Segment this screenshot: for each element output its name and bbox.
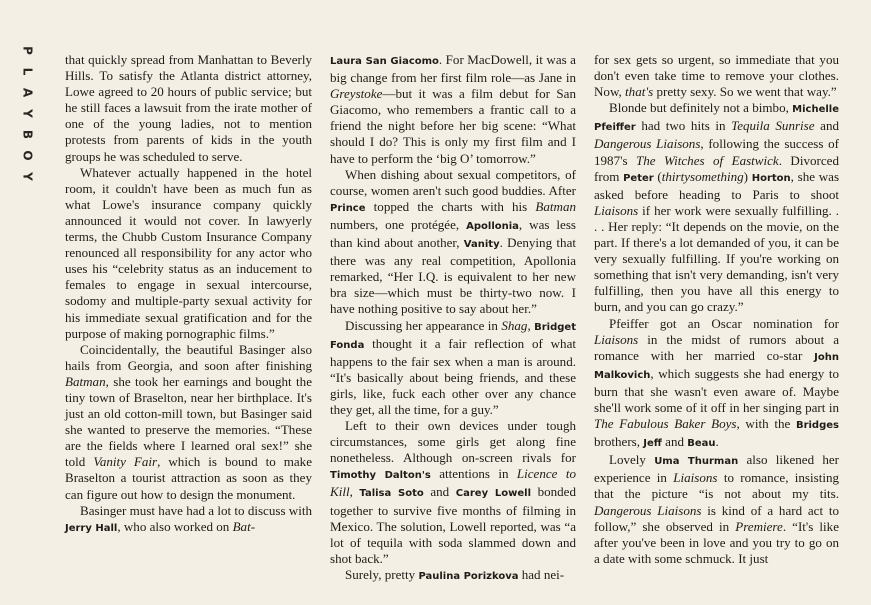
italic-title: Bat- <box>232 518 256 534</box>
text-run: numbers, one protégée, <box>330 216 467 232</box>
person-name: Carey Lowell <box>455 488 532 500</box>
text-run: Surely, pretty <box>345 566 419 582</box>
person-name: Horton <box>751 172 791 184</box>
text-run: and <box>423 484 456 500</box>
magazine-letter: L <box>20 67 35 76</box>
text-run: , which is bound to make Braselton a tourist attraction as soon as they can figure out how to design the monument. <box>65 454 312 502</box>
paragraph <box>330 318 576 419</box>
paragraph <box>65 503 312 537</box>
magazine-name-vertical <box>18 40 36 187</box>
text-run: , following the success of 1987's <box>594 136 839 168</box>
person-name: Timothy Dalton's <box>330 470 431 482</box>
person-name: Uma Thurman <box>654 456 739 468</box>
italic-title: Shag <box>501 317 528 333</box>
italic-title: Tequila Sunrise <box>731 118 815 134</box>
person-name: Laura San Giacomo <box>330 56 439 67</box>
text-run: When dishing about sexual competitors, of course, women aren't such good buddies. After <box>330 166 576 198</box>
paragraph <box>65 342 312 503</box>
text-run: . Denying that there was any real competition, Apollonia remarked, “Her I.Q. is equivalent to her new bra size—which must be thirty-two now. I have nothing positive to say about her.” <box>330 235 576 317</box>
text-run: for sex gets so urgent, so immediate that you don't even take time to remove your clothes. Now, <box>594 52 839 100</box>
paragraph <box>330 167 576 318</box>
magazine-letter: O <box>20 150 35 161</box>
italic-title: Greystoke <box>330 86 383 102</box>
text-column-2 <box>330 52 576 585</box>
text-run: . Divorced from <box>594 152 839 184</box>
italic-title: Batman <box>65 373 106 389</box>
paragraph <box>330 418 576 567</box>
text-run: if her work were sexually fulfilling. . . . Her reply: “It depends on the movie, on the part. If there's a lot demanded of you, it can be very sexually fulfilling. If you're working on something that isn't very demanding, isn't very fulfilling, then you have all this energy to burn, and you can go crazy.” <box>594 202 839 315</box>
text-run: , she took her earnings and bought the tiny town of Braselton, near her birthplace. It's just an old cotton-mill town, but Basinger said she wanted to preserve the memories. “These are the fields where I learned oral sex!” she told <box>65 373 312 470</box>
person-name: Bridget Fonda <box>330 321 576 351</box>
text-run: to romance, insisting that the picture “is not about my tits. <box>594 470 839 502</box>
person-name: Paulina Porizkova <box>418 570 519 582</box>
text-run: had two hits in <box>635 118 732 134</box>
text-run: Pfeiffer got an Oscar nomination for <box>609 315 839 331</box>
italic-title: The Fabulous Baker Boys <box>594 416 737 432</box>
text-run: , who also worked on <box>117 518 233 534</box>
italic-title: Batman <box>535 198 576 214</box>
text-run: ) <box>743 168 752 184</box>
person-name: John Malkovich <box>594 351 839 381</box>
person-name: Peter <box>623 172 654 184</box>
text-run: , <box>527 317 535 333</box>
paragraph <box>65 165 312 342</box>
text-run: is kind of a hard act to follow,” she observed in <box>594 502 839 534</box>
text-run: and <box>661 434 688 450</box>
text-run: Whatever actually happened in the hotel room, it couldn't have been as much fun as what Lowe's insurance company quickly announced it would not cover. In lawyerly terms, the Chubb Custom Insurance Company renounced all responsibility for any actor who uses his “celebrity status as an inducement to females to engage in sexual intercourse, sodomy and multiple-party sexual activity for his immediate sexual gratification and for the purpose of making pornographic films.” <box>65 164 312 341</box>
person-name: Apollonia <box>466 220 519 232</box>
italic-title: that's <box>625 84 654 100</box>
text-run: had nei- <box>518 566 565 582</box>
paragraph <box>594 316 839 453</box>
italic-title: The Witches of Eastwick <box>635 152 779 168</box>
text-run: . For MacDowell, it was a big change from her first film role—as Jane in <box>330 52 576 86</box>
text-run: pretty sexy. So we went that way.” <box>653 84 837 100</box>
text-run: and <box>814 118 840 134</box>
text-run: that quickly spread from Manhattan to Beverly Hills. To satisfy the Atlanta district attorney, Lowe agreed to 20 hours of public service; but he still faces a lawsuit from the irate mother of one of the young ladies, not to mention protests from parents of kids in the youth groups he was scheduled to serve. <box>65 52 312 164</box>
text-run: , she was asked before heading to Paris to shoot <box>594 168 840 202</box>
magazine-letter: Y <box>20 109 35 118</box>
text-run: , <box>349 484 360 500</box>
paragraph <box>594 52 839 100</box>
text-column-3 <box>594 52 839 567</box>
person-name: Prince <box>330 202 366 214</box>
paragraph <box>594 100 839 315</box>
text-run: Discussing her appearance in <box>345 317 502 333</box>
text-run: bonded together to survive five months of filming in Mexico. The solution, Lowell reported, was “a lot of tequila with soda slammed down and shot back.” <box>330 484 576 566</box>
person-name: Beau <box>687 438 716 450</box>
paragraph <box>330 567 576 585</box>
text-run: brothers, <box>594 434 644 450</box>
italic-title: Vanity Fair <box>93 454 158 470</box>
person-name: Jerry Hall <box>65 522 118 534</box>
text-run: Left to their own devices under tough circumstances, some girls get along fine nonetheless. Although on-screen rivals for <box>330 418 576 466</box>
magazine-letter: P <box>20 46 35 55</box>
text-run: . “It's like after you've been in love and you try to go on a date with some schmuck. It just <box>594 518 839 566</box>
text-run: Basinger must have had a lot to discuss with <box>80 502 312 518</box>
paragraph <box>594 452 839 567</box>
text-run: , which suggests she had energy to burn that she wasn't even aware of. Maybe she'll work some of it off in her singing part in <box>594 365 839 415</box>
magazine-letter: B <box>20 129 35 140</box>
text-run: , with the <box>736 416 796 432</box>
person-name: Bridges <box>795 420 839 432</box>
italic-title: Liaisons <box>594 202 639 218</box>
text-run: —but it was a film debut for San Giacomo, who remembers a frantic call to a friend the night before her big scene: “What should I do? This is only my first film and I have to perform the ‘big O’ tomorrow.” <box>330 86 576 166</box>
person-name: Jeff <box>643 438 662 450</box>
paragraph <box>65 52 312 165</box>
italic-title: Liaisons <box>673 470 718 486</box>
italic-title: Dangerous Liaisons <box>594 136 701 152</box>
text-run: also likened her experience in <box>594 452 839 486</box>
text-run: Blonde but definitely not a bimbo, <box>609 100 793 116</box>
italic-title: Licence to Kill <box>330 466 576 500</box>
italic-title: Dangerous Liaisons <box>594 502 702 518</box>
person-name: Michelle Pfeiffer <box>594 104 839 134</box>
text-run: Lovely <box>609 452 655 468</box>
text-run: in the midst of rumors about a romance with her married co-star <box>594 331 839 363</box>
text-run: , was less than kind about another, <box>330 216 576 251</box>
italic-title: Liaisons <box>594 331 639 347</box>
text-run: thought it a fair reflection of what happens to the fair sex when a man is around. “It's basically about being friends, and these girls, like, fuck each other over any chance they get, all the time, for a guy.” <box>330 335 576 417</box>
person-name: Vanity <box>463 239 500 251</box>
paragraph <box>330 52 576 167</box>
text-run: ( <box>653 168 662 184</box>
italic-title: thirtysomething <box>661 168 744 184</box>
text-run: topped the charts with his <box>365 198 536 214</box>
magazine-letter: Y <box>20 172 35 181</box>
text-run: attentions in <box>430 466 517 482</box>
text-run: Coincidentally, the beautiful Basinger also hails from Georgia, and soon after finishing <box>65 341 312 373</box>
person-name: Talisa Soto <box>359 488 424 500</box>
text-column-1 <box>65 52 312 537</box>
magazine-letter: A <box>20 87 35 98</box>
italic-title: Premiere <box>735 518 783 534</box>
text-run: . <box>715 434 719 450</box>
